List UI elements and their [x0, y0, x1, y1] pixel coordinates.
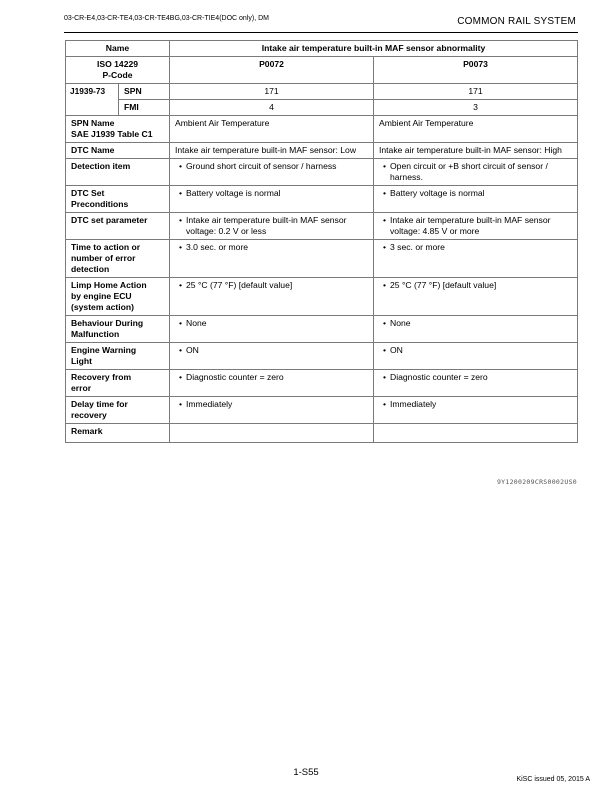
row-label: Limp Home Action by engine ECU (system action): [66, 278, 170, 316]
table-row: [66, 143, 578, 159]
bullet-item: [175, 280, 368, 291]
value-cell-p0072: [170, 397, 374, 424]
fmi-low: 4: [170, 100, 374, 116]
value-cell-p0072: Ambient Air Temperature: [170, 116, 374, 143]
bullet-icon: •: [382, 399, 386, 409]
row-label: Remark: [66, 424, 170, 443]
row-label: SPN Name SAE J1939 Table C1: [66, 116, 170, 143]
spn-row: [66, 84, 578, 100]
bullet-text: Ground short circuit of sensor / harness: [186, 161, 337, 171]
bullet-item: [379, 188, 572, 199]
table-row: [66, 240, 578, 278]
page-number: 1-S55: [293, 767, 319, 778]
bullet-item: [379, 399, 572, 410]
pcode-low: P0072: [170, 57, 374, 84]
bullet-text: None: [390, 318, 411, 328]
value-cell-p0072: [170, 213, 374, 240]
bullet-item: [175, 242, 368, 253]
value-cell-p0073: [374, 213, 578, 240]
table-row: [66, 316, 578, 343]
bullet-icon: •: [178, 280, 182, 290]
value-cell-p0072: [170, 370, 374, 397]
bullet-icon: •: [382, 188, 386, 198]
header-rule: [64, 32, 578, 33]
spn-label: SPN: [119, 84, 170, 100]
bullet-text: Battery voltage is normal: [390, 188, 485, 198]
value-cell-p0073: [374, 424, 578, 443]
header-section-title: COMMON RAIL SYSTEM: [457, 16, 576, 27]
bullet-text: Diagnostic counter = zero: [390, 372, 488, 382]
issue-note: KiSC issued 05, 2015 A: [516, 776, 590, 783]
pcode-high: P0073: [374, 57, 578, 84]
bullet-icon: •: [178, 318, 182, 328]
row-label: Time to action or number of error detection: [66, 240, 170, 278]
table-row: [66, 159, 578, 186]
value-cell-p0073: [374, 240, 578, 278]
table-row: [66, 424, 578, 443]
bullet-text: Battery voltage is normal: [186, 188, 281, 198]
fmi-high: 3: [374, 100, 578, 116]
table-row: [66, 343, 578, 370]
table-title: Intake air temperature built-in MAF sensor abnormality: [170, 41, 578, 57]
row-label: Recovery from error: [66, 370, 170, 397]
bullet-item: [379, 372, 572, 383]
bullet-item: [379, 215, 572, 237]
bullet-item: [379, 318, 572, 329]
fmi-row: [66, 100, 578, 116]
bullet-icon: •: [178, 345, 182, 355]
bullet-item: [379, 242, 572, 253]
bullet-icon: •: [382, 242, 386, 252]
j1939-label: J1939-73: [66, 84, 119, 116]
name-label: Name: [66, 41, 170, 57]
value-cell-p0072: [170, 240, 374, 278]
bullet-item: [175, 372, 368, 383]
value-cell-p0072: [170, 316, 374, 343]
value-cell-p0073: [374, 343, 578, 370]
row-label: Behaviour During Malfunction: [66, 316, 170, 343]
dtc-spec-table: [65, 40, 578, 443]
table-row: [66, 278, 578, 316]
row-label: Detection item: [66, 159, 170, 186]
bullet-icon: •: [178, 188, 182, 198]
value-cell-p0072: [170, 343, 374, 370]
bullet-icon: •: [382, 345, 386, 355]
bullet-item: [379, 161, 572, 183]
table-row: [66, 370, 578, 397]
spn-high: 171: [374, 84, 578, 100]
bullet-text: None: [186, 318, 207, 328]
row-label: DTC Name: [66, 143, 170, 159]
bullet-text: Open circuit or +B short circuit of sensor / harness.: [390, 161, 548, 182]
value-cell-p0072: [170, 424, 374, 443]
row-label: Engine Warning Light: [66, 343, 170, 370]
bullet-icon: •: [382, 161, 386, 171]
value-cell-p0073: [374, 316, 578, 343]
bullet-item: [175, 399, 368, 410]
value-cell-p0073: [374, 159, 578, 186]
table-row: [66, 213, 578, 240]
iso-pcode-label: ISO 14229 P-Code: [66, 57, 170, 84]
document-code: 9Y1200209CRS0002US0: [496, 478, 577, 486]
bullet-item: [175, 345, 368, 356]
bullet-icon: •: [178, 161, 182, 171]
value-cell-p0072: [170, 186, 374, 213]
value-cell-p0073: [374, 186, 578, 213]
bullet-item: [175, 215, 368, 237]
bullet-icon: •: [382, 372, 386, 382]
header-models: 03-CR-E4,03-CR-TE4,03-CR-TE4BG,03-CR-TIE4(DOC only), DM: [64, 15, 269, 22]
bullet-item: [379, 345, 572, 356]
bullet-item: [379, 280, 572, 291]
bullet-icon: •: [382, 215, 386, 225]
bullet-text: ON: [390, 345, 403, 355]
table-row: [66, 186, 578, 213]
bullet-icon: •: [382, 280, 386, 290]
bullet-item: [175, 188, 368, 199]
value-cell-p0073: Intake air temperature built-in MAF sensor: High: [374, 143, 578, 159]
row-label: DTC set parameter: [66, 213, 170, 240]
value-cell-p0073: [374, 278, 578, 316]
bullet-text: Diagnostic counter = zero: [186, 372, 284, 382]
pcode-row: [66, 57, 578, 84]
table-header-row: [66, 41, 578, 57]
bullet-text: 3.0 sec. or more: [186, 242, 249, 252]
row-label: Delay time for recovery: [66, 397, 170, 424]
value-cell-p0073: Ambient Air Temperature: [374, 116, 578, 143]
bullet-icon: •: [178, 242, 182, 252]
bullet-icon: •: [178, 372, 182, 382]
bullet-text: Immediately: [186, 399, 233, 409]
bullet-text: Intake air temperature built-in MAF sensor voltage: 0.2 V or less: [186, 215, 347, 236]
bullet-icon: •: [382, 318, 386, 328]
row-label: DTC Set Preconditions: [66, 186, 170, 213]
bullet-icon: •: [178, 215, 182, 225]
value-cell-p0073: [374, 370, 578, 397]
bullet-text: 25 °C (77 °F) [default value]: [186, 280, 293, 290]
spn-low: 171: [170, 84, 374, 100]
bullet-text: Immediately: [390, 399, 437, 409]
value-cell-p0072: Intake air temperature built-in MAF sensor: Low: [170, 143, 374, 159]
bullet-text: 25 °C (77 °F) [default value]: [390, 280, 497, 290]
value-cell-p0073: [374, 397, 578, 424]
bullet-text: Intake air temperature built-in MAF sensor voltage: 4.85 V or more: [390, 215, 551, 236]
bullet-item: [175, 161, 368, 172]
table-row: [66, 397, 578, 424]
bullet-text: 3 sec. or more: [390, 242, 445, 252]
bullet-text: ON: [186, 345, 199, 355]
table-row: [66, 116, 578, 143]
bullet-item: [175, 318, 368, 329]
value-cell-p0072: [170, 159, 374, 186]
bullet-icon: •: [178, 399, 182, 409]
value-cell-p0072: [170, 278, 374, 316]
fmi-label: FMI: [119, 100, 170, 116]
